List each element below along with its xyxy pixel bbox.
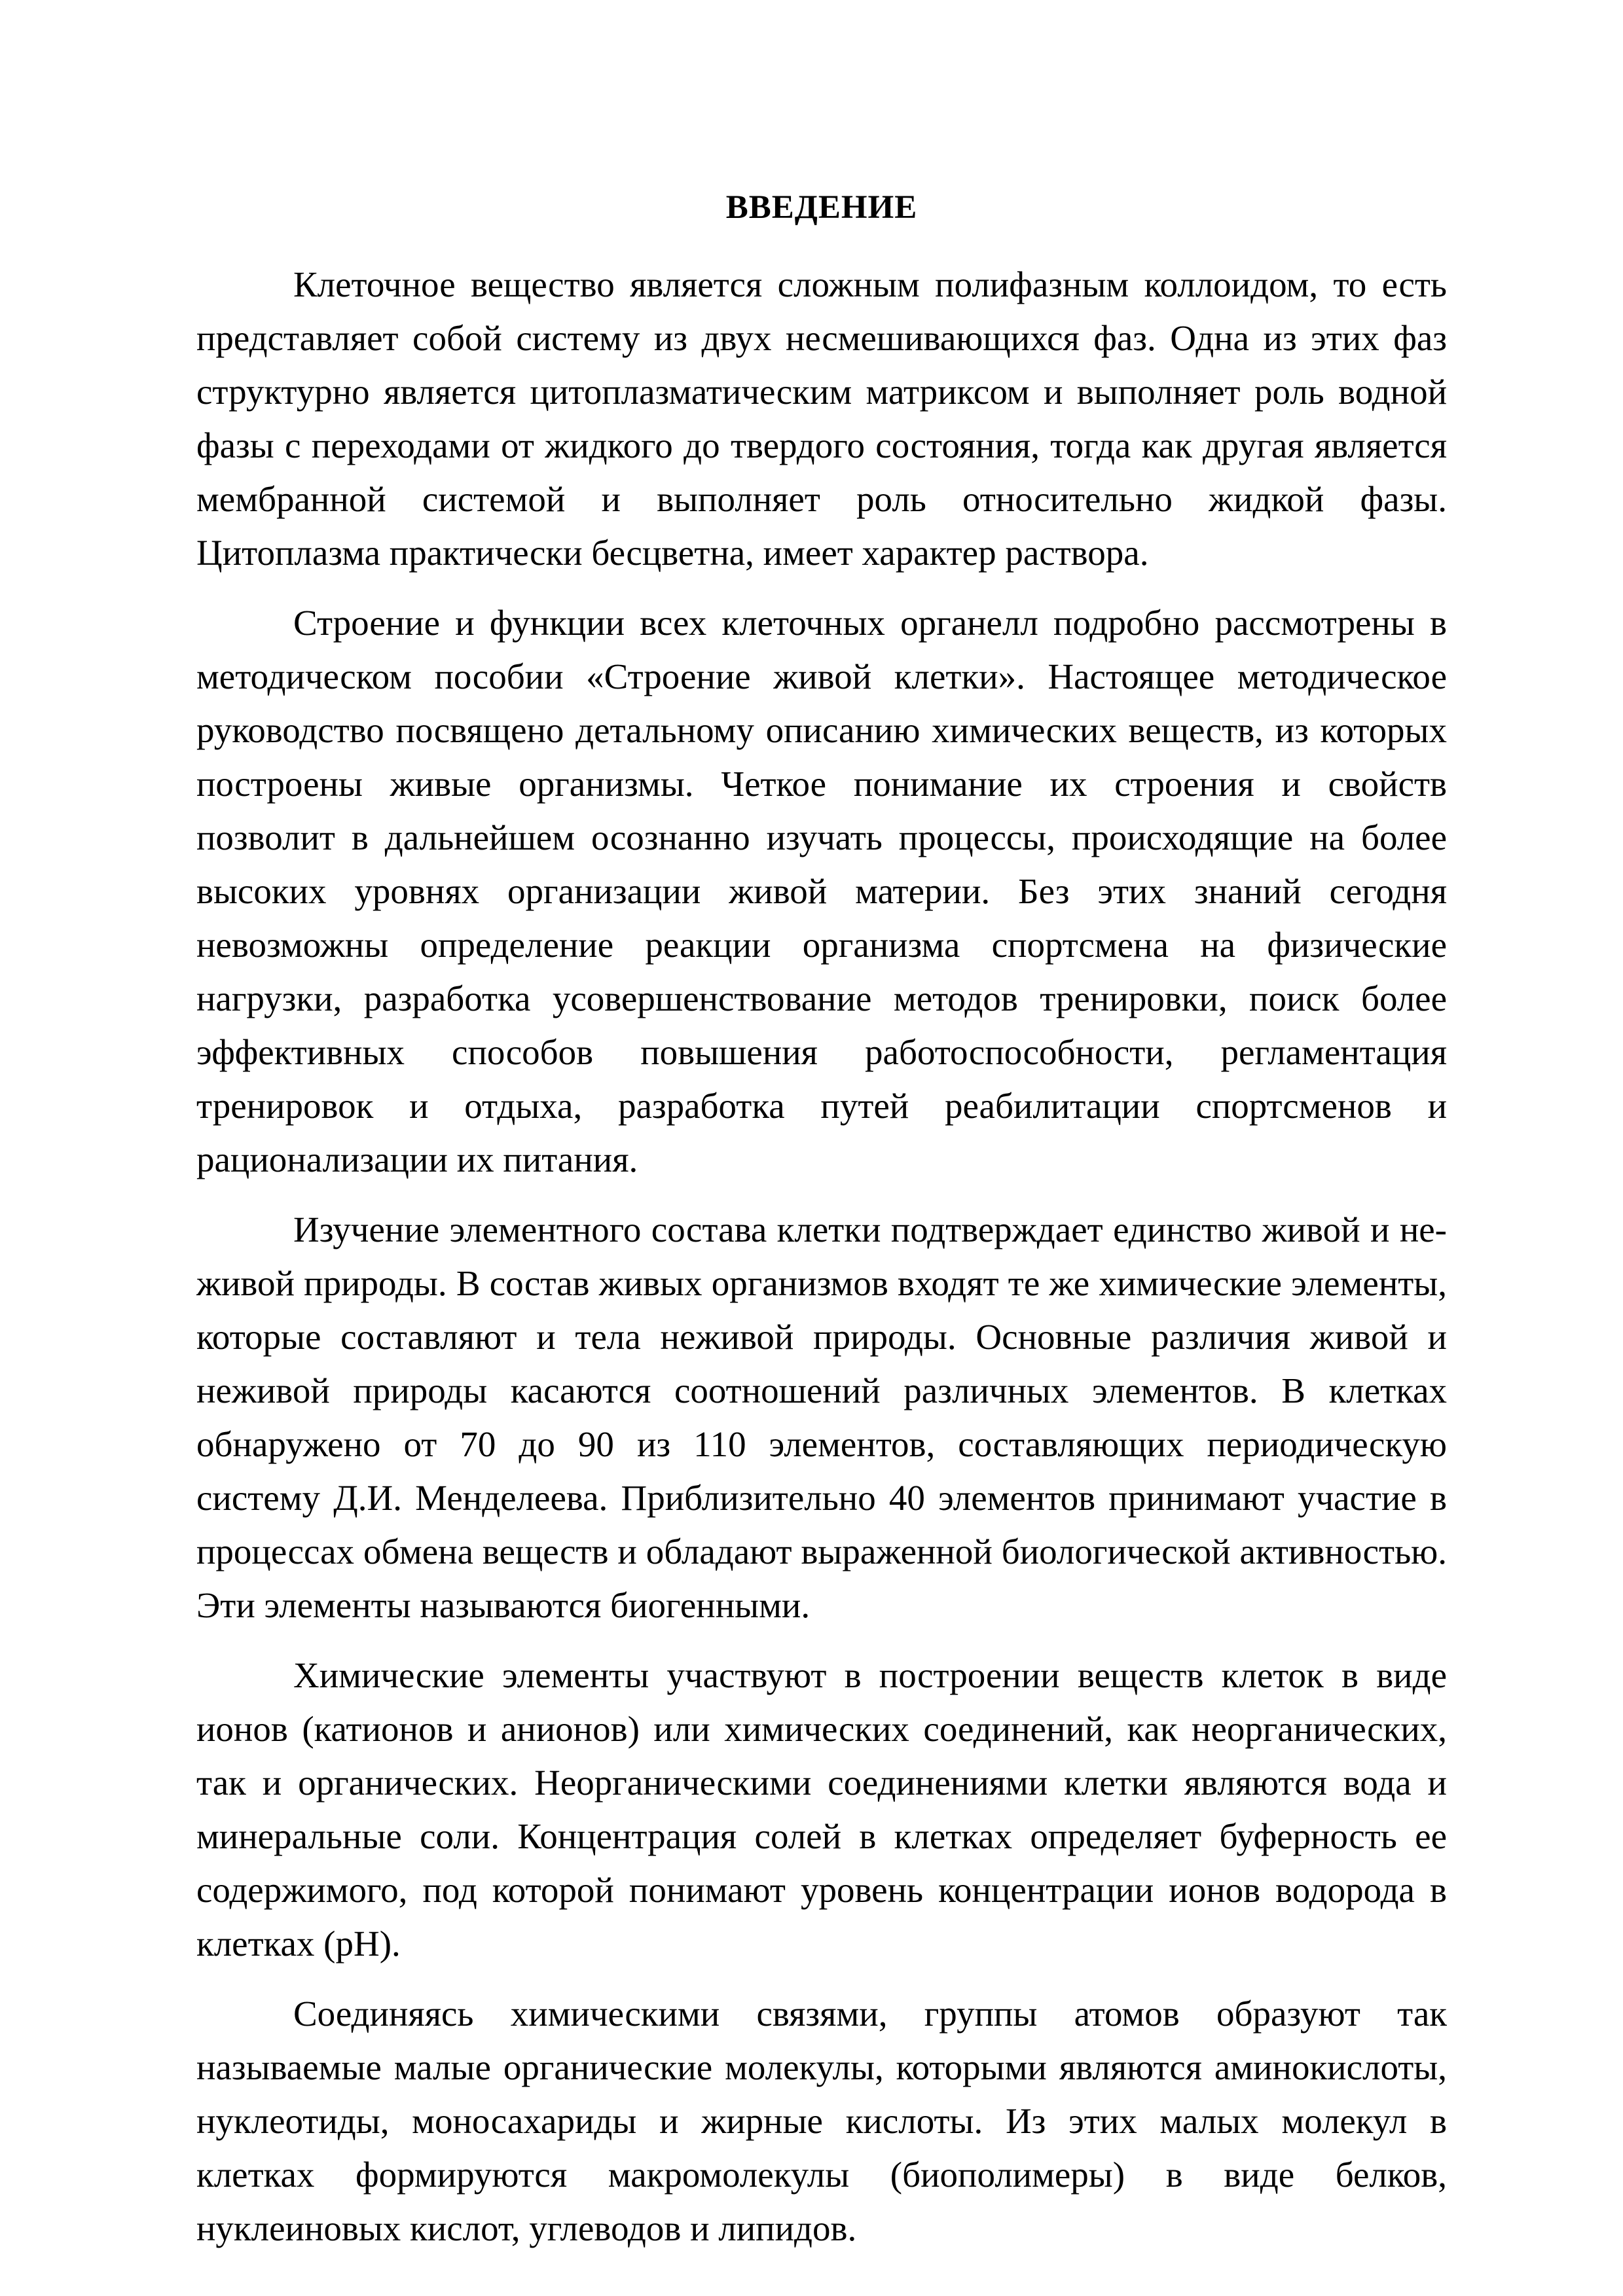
paragraph-3: Изучение элементного состава клетки подтверждает единство живой и неживой природы. В состав живых организмов входят те же химические элементы, которые составляют и тела неживой природы. Основные различия живой и неживой природы касаются соотношений различных элементов. В клетках обнаружено от 70 до 90 из 110 элементов, составляющих периодическую систему Д.И. Менделеева. Приблизительно 40 элементов принимают участие в процессах обмена веществ и обладают выраженной биологической активностью. Эти элементы называются биогенными. xyxy=(196,1210,1447,1625)
paragraph-2: Строение и функции всех клеточных органелл подробно рассмотрены в методическом пособии «Строение живой клетки». Настоящее методическое руководство посвящено детальному описанию химических веществ, из которых построены живые организмы. Четкое понимание их строения и свойств позволит в дальнейшем осознанно изучать процессы, происходящие на более высоких уровнях организации живой материи. Без этих знаний сегодня невозможны определение реакции организма спортсмена на физические нагрузки, разработка усовершенствование методов тренировки, поиск более эффективных способов повышения работоспособности, регламентация тренировок и отдыха, разработка путей реабилитации спортсменов и рационализации их питания. xyxy=(196,603,1447,1179)
page-title: ВВЕДЕНИЕ xyxy=(725,189,918,226)
paragraph-1: Клеточное вещество является сложным полифазным коллоидом, то есть представляет собой систему из двух несмешивающихся фаз. Одна из этих фаз структурно является цитоплазматическим матриксом и выполняет роль водной фазы с переходами от жидкого до твердого состояния, тогда как другая является мембранной системой и выполняет роль относительно жидкой фазы. Цитоплазма практически бесцветна, имеет характер раствора. xyxy=(196,264,1447,573)
paragraph-4: Химические элементы участвуют в построении веществ клеток в виде ионов (катионов и анионов) или химических соединений, как неорганических, так и органических. Неорганическими соединениями клетки являются вода и минеральные соли. Концентрация солей в клетках определяет буферность ее содержимого, под которой понимают уровень концентрации ионов водорода в клетках (pH). xyxy=(196,1655,1447,1964)
document-page xyxy=(196,183,1447,2272)
paragraph-5: Соединяясь химическими связями, группы атомов образуют так называемые малые органические молекулы, которыми являются аминокислоты, нуклеотиды, моносахариды и жирные кислоты. Из этих малых молекул в клетках формируются макромолекулы (биополимеры) в виде белков, нуклеиновых кислот, углеводов и липидов. xyxy=(196,1994,1447,2248)
